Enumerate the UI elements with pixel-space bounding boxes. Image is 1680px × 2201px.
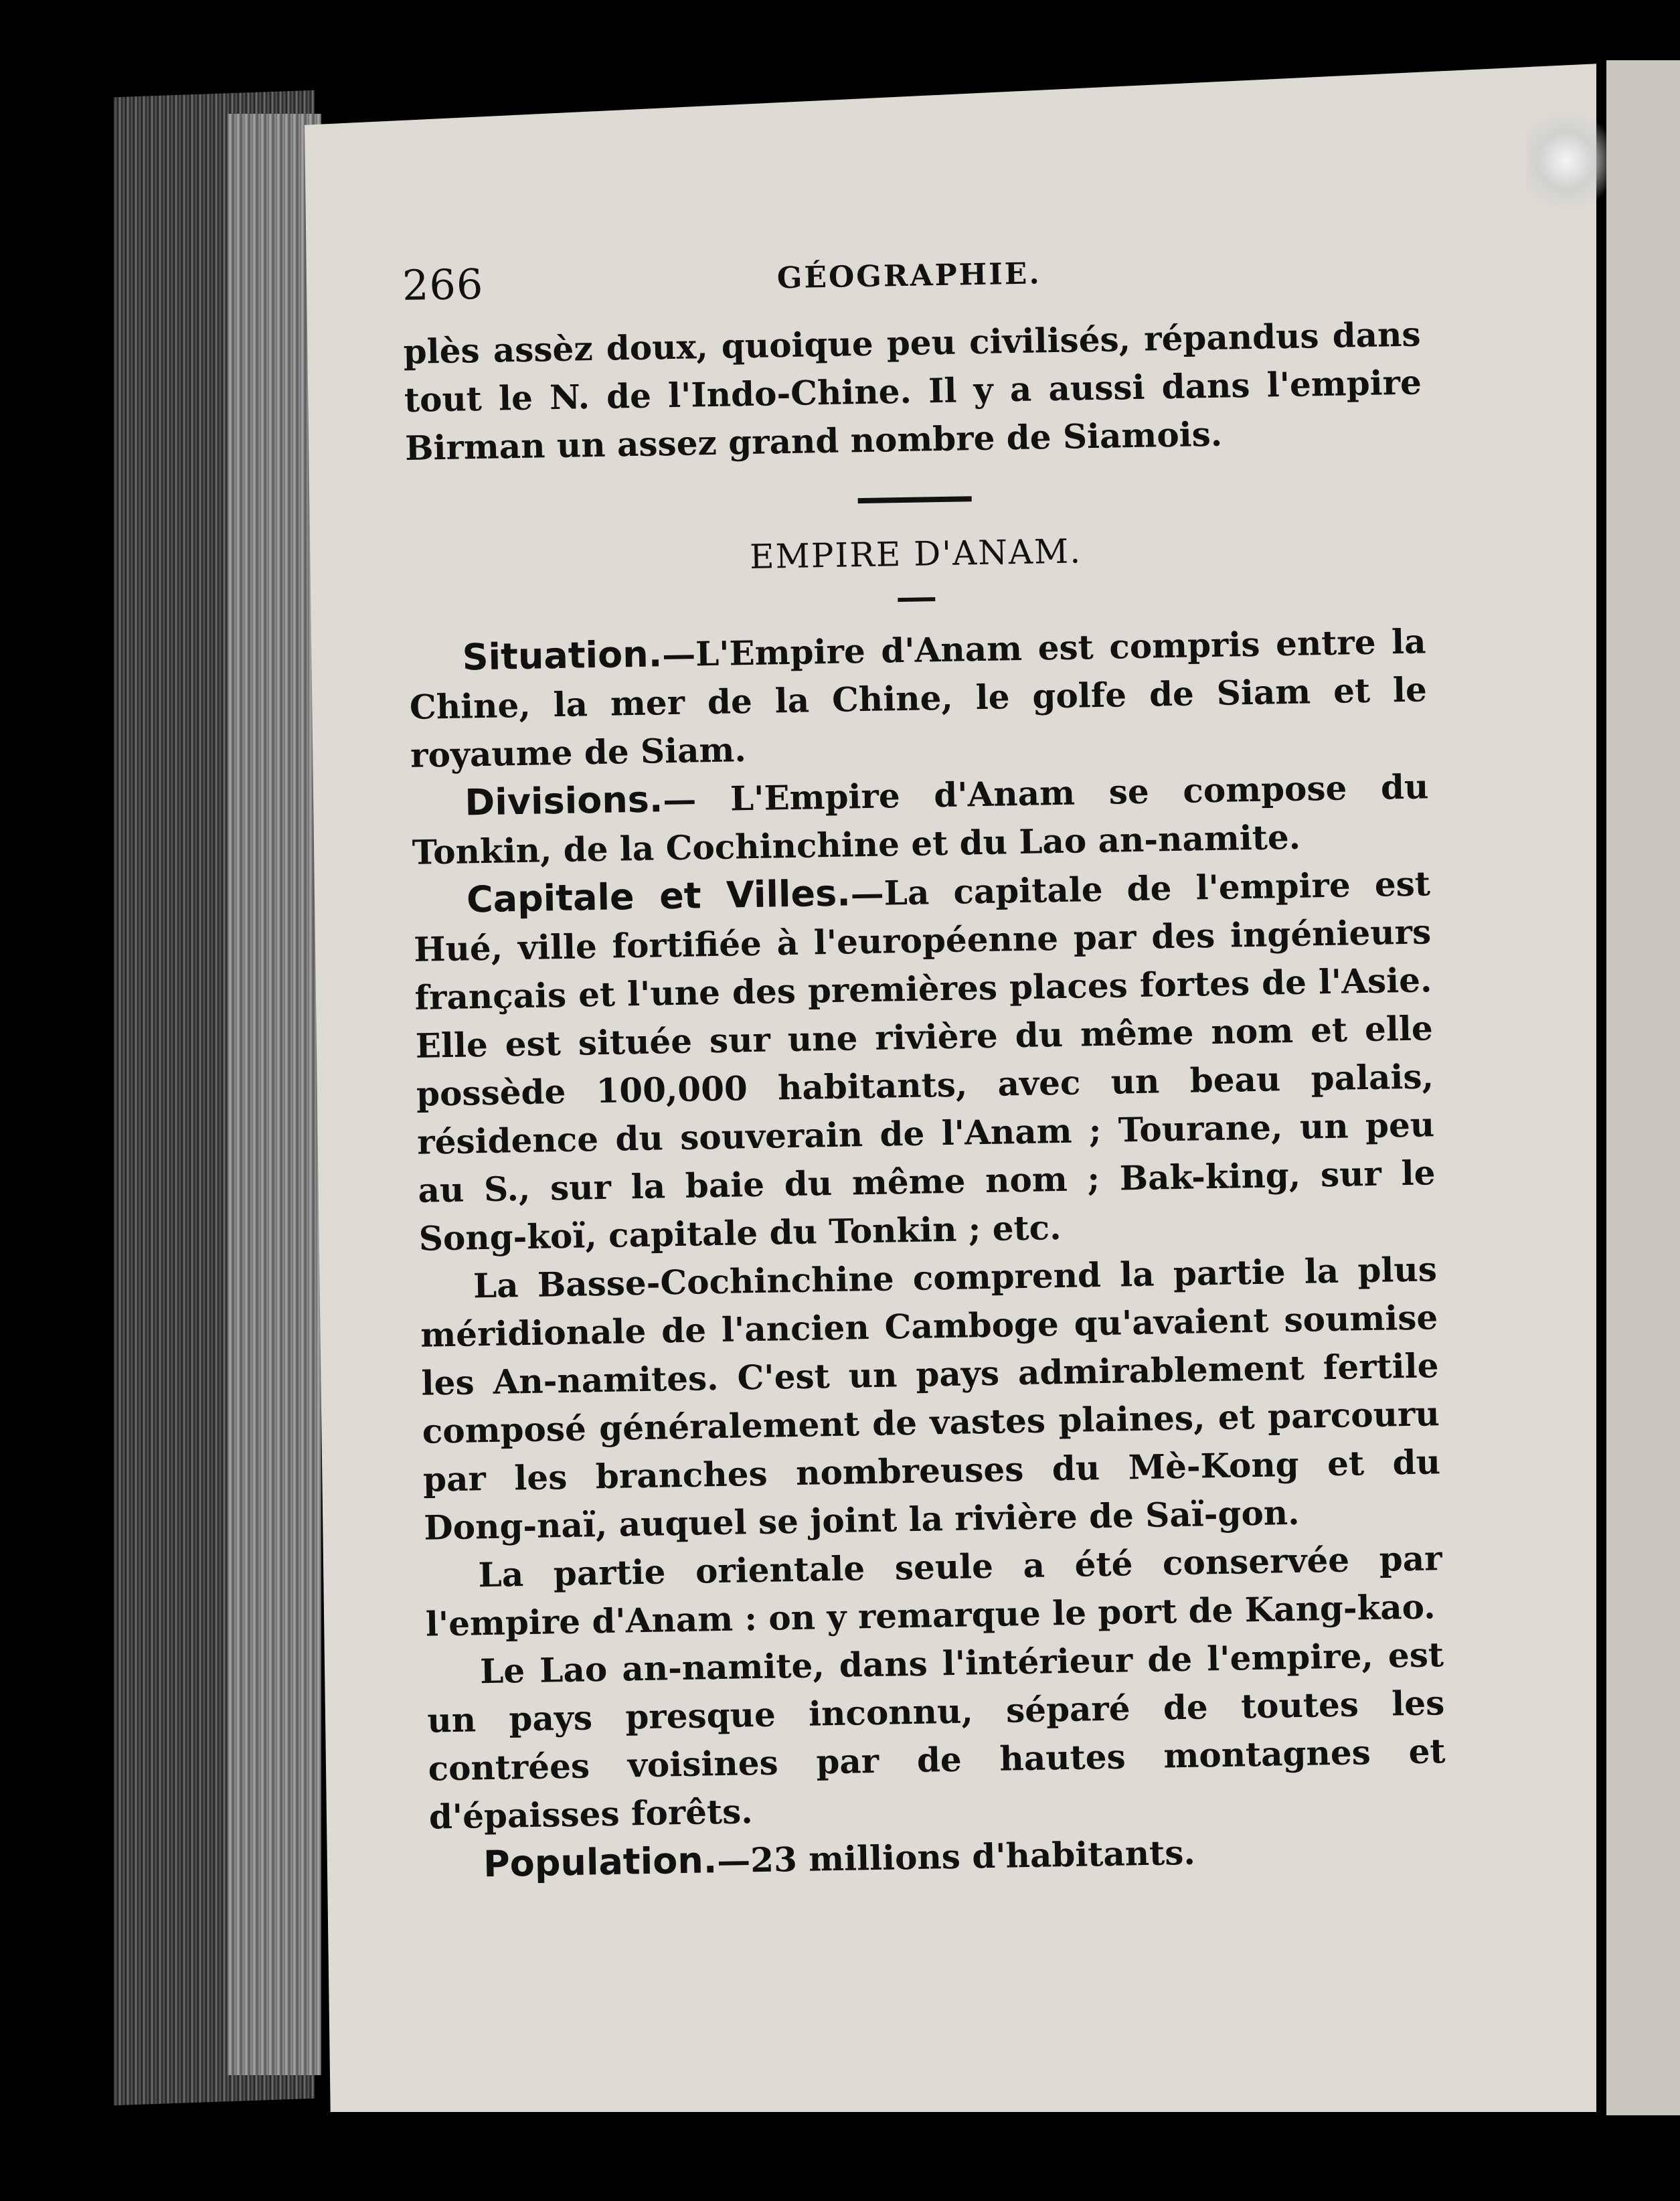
capitale-term: Capitale et Villes. — [466, 872, 851, 921]
population-term: Population. — [483, 1839, 718, 1886]
situation-text: —L'Empire d'Anam est compris entre la Chine, la mer de la Chine, le golfe de Siam et le royaume de Siam. — [409, 621, 1428, 775]
running-head: GÉOGRAPHIE. — [776, 256, 1042, 296]
basse-cochinchine-paragraph: La Basse-Cochinchine comprend la partie la plus méridionale de l'ancien Camboge qu'avaient soumise les An-namites. C'est un pays admirablement fertile composé généralement de vastes plaines, et parcouru par les branches nombreuses du Mè-Kong et du Dong-naï, auquel se joint la rivière de Saï-gon. — [420, 1249, 1441, 1548]
partie-orientale-paragraph: La partie orientale seule a été conservée par l'empire d'Anam : on y remarque le port de Kang-kao. — [425, 1538, 1442, 1644]
section-divider — [858, 496, 972, 503]
population-text: —23 millions d'habitants. — [716, 1832, 1196, 1881]
capitale-paragraph — [412, 859, 1436, 1262]
paper-stain — [1526, 100, 1606, 221]
situation-paragraph — [408, 617, 1428, 779]
divisions-text: — L'Empire d'Anam se compose du Tonkin, de la Cochinchine et du Lao an-namite. — [412, 766, 1429, 872]
page-number: 266 — [402, 259, 484, 310]
divisions-paragraph — [411, 762, 1430, 877]
continued-paragraph: plès assèz doux, quoique peu civilisés, répandus dans tout le N. de l'Indo-Chine. Il y a aussi dans l'empire Birman un assez grand nombre de Siamois. — [403, 314, 1422, 468]
title-underline — [898, 597, 935, 602]
lao-paragraph: Le Lao an-namite, dans l'intérieur de l'empire, est un pays presque inconnu, séparé de toutes les contrées voisines par de hautes montagnes et d'épaisses forêts. — [426, 1635, 1446, 1837]
page-content — [402, 230, 1448, 1907]
capitale-text: —La capitale de l'empire est Hué, ville fortifiée à l'européenne par des ingénieurs français et l'une des premières places fortes de l'Asie. Elle est située sur une rivière du même nom et elle possède 100,000 habitants, avec un beau palais, résidence du souverain de l'Anam ; Tourane, un peu au S., sur la baie du même nom ; Bak-king, sur le Song-koï, capitale du Tonkin ; etc. — [413, 864, 1436, 1258]
situation-term: Situation. — [462, 633, 663, 679]
book-page-edges-light — [228, 114, 321, 2075]
divisions-term: Divisions. — [464, 778, 663, 824]
facing-page-strip — [1606, 60, 1680, 2115]
section-title: EMPIRE D'ANAM. — [749, 532, 1082, 576]
